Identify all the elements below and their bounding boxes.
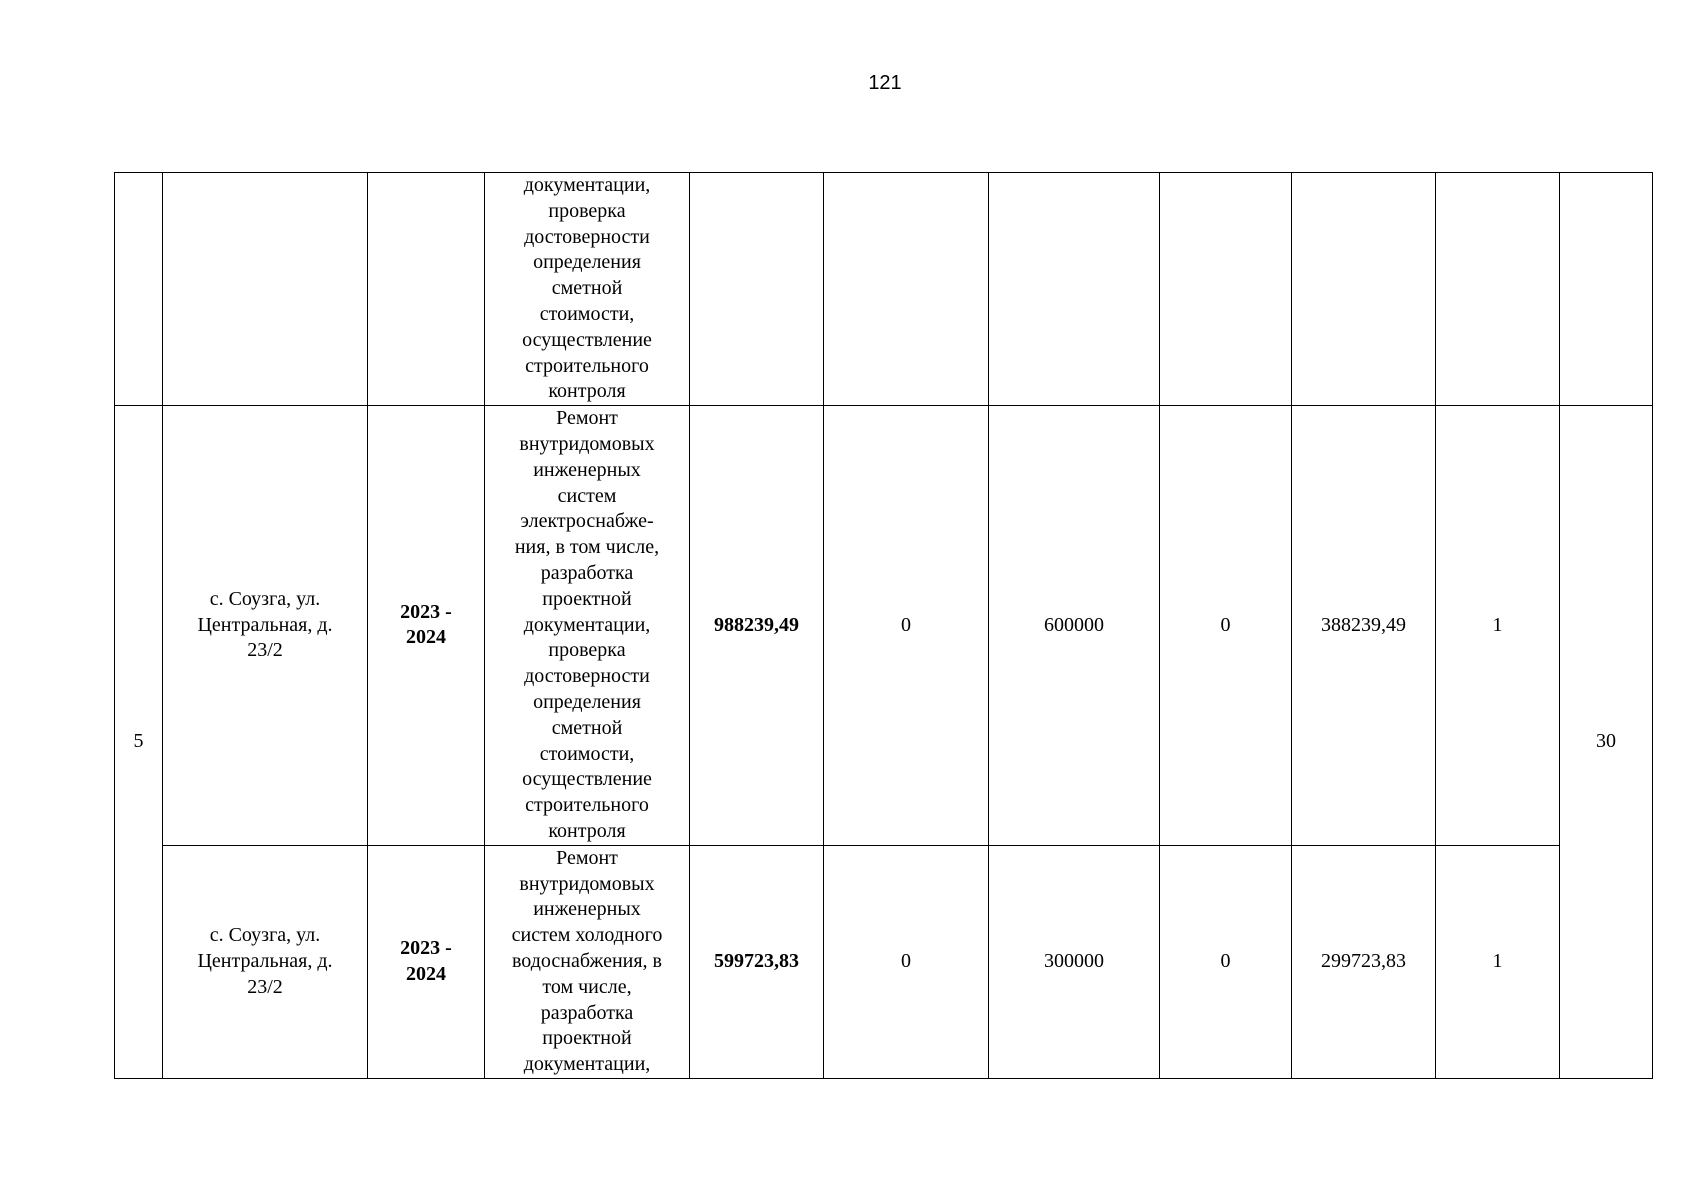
description-line: сметной xyxy=(551,716,623,739)
cell-total-cost: 988239,49 xyxy=(690,406,824,846)
table-row xyxy=(115,406,1653,846)
cell-total-empty xyxy=(1560,173,1653,406)
cell-number: 5 xyxy=(115,406,163,1079)
page-number: 121 xyxy=(868,72,902,94)
cell-description xyxy=(485,845,690,1078)
cell-col-a: 0 xyxy=(824,406,989,846)
description-line: систем xyxy=(557,484,617,507)
description-line: водоснабжения, в xyxy=(511,949,663,972)
description-line: стоимости, xyxy=(539,302,635,325)
cell-count: 1 xyxy=(1436,845,1560,1078)
description-line: достоверности xyxy=(524,665,650,688)
description-line: осуществление xyxy=(522,768,652,791)
cell-col-b-empty xyxy=(989,173,1160,406)
description-line: документации, xyxy=(523,1053,651,1076)
table-row-continued xyxy=(115,173,1653,406)
period-line: 2024 xyxy=(406,962,446,985)
description-line: Ремонт xyxy=(556,407,618,430)
description-line: проверка xyxy=(548,639,626,662)
address-line: Центральная, д. xyxy=(197,613,333,636)
cell-total: 30 xyxy=(1560,406,1653,1079)
description-line: разработка xyxy=(540,1001,634,1024)
description-line: определения xyxy=(533,690,641,713)
cell-period xyxy=(368,406,485,846)
description-line: инженерных xyxy=(533,898,641,921)
cell-total-cost: 599723,83 xyxy=(690,845,824,1078)
cell-period-empty xyxy=(368,173,485,406)
description-line: строительного xyxy=(525,794,649,817)
program-table xyxy=(114,172,1653,1079)
period-line: 2023 - xyxy=(400,600,452,623)
cell-count: 1 xyxy=(1436,406,1560,846)
cell-col-b: 600000 xyxy=(989,406,1160,846)
cell-col-c: 0 xyxy=(1160,845,1292,1078)
description-line: Ремонт xyxy=(556,846,618,869)
cell-col-a-empty xyxy=(824,173,989,406)
description-line: проектной xyxy=(542,1027,632,1050)
cell-col-d: 299723,83 xyxy=(1292,845,1436,1078)
cell-address xyxy=(163,845,368,1078)
address-line: 23/2 xyxy=(247,639,283,662)
cell-period xyxy=(368,845,485,1078)
cell-address-empty xyxy=(163,173,368,406)
description-line: сметной xyxy=(551,277,623,300)
table-row xyxy=(115,845,1653,1078)
description-line: электроснабже- xyxy=(520,510,654,533)
description-line: ния, в том числе, xyxy=(514,536,660,559)
description-line: систем холодного xyxy=(511,924,663,947)
cell-count-empty xyxy=(1436,173,1560,406)
description-line: проверка xyxy=(548,199,626,222)
description-line: внутридомовых xyxy=(519,872,655,895)
description-line: стоимости, xyxy=(539,742,635,765)
description-line: документации, xyxy=(523,174,651,196)
cell-address xyxy=(163,406,368,846)
period-line: 2023 - xyxy=(400,937,452,959)
cell-col-d: 388239,49 xyxy=(1292,406,1436,846)
description-line: проектной xyxy=(542,587,632,610)
cell-col-d-empty xyxy=(1292,173,1436,406)
description-line: внутридомовых xyxy=(519,432,655,455)
description-line: осуществление xyxy=(522,328,652,351)
cell-col-c: 0 xyxy=(1160,406,1292,846)
description-line: контроля xyxy=(548,380,626,403)
address-line: с. Соузга, ул. xyxy=(209,587,321,610)
description-line: том числе, xyxy=(542,975,632,998)
description-line: достоверности xyxy=(524,225,650,248)
cell-description xyxy=(485,406,690,846)
description-line: инженерных xyxy=(533,458,641,481)
address-line: с. Соузга, ул. xyxy=(209,924,321,947)
cell-description xyxy=(485,173,690,406)
cell-col-c-empty xyxy=(1160,173,1292,406)
cell-total-cost-empty xyxy=(690,173,824,406)
address-line: Центральная, д. xyxy=(197,949,333,972)
cell-col-b: 300000 xyxy=(989,845,1160,1078)
description-line: документации, xyxy=(523,613,651,636)
address-line: 23/2 xyxy=(247,975,283,998)
description-line: разработка xyxy=(540,561,634,584)
description-line: определения xyxy=(533,251,641,274)
period-line: 2024 xyxy=(406,626,446,649)
description-line: контроля xyxy=(548,819,626,842)
description-line: строительного xyxy=(525,354,649,377)
cell-col-a: 0 xyxy=(824,845,989,1078)
cell-number-empty xyxy=(115,173,163,406)
